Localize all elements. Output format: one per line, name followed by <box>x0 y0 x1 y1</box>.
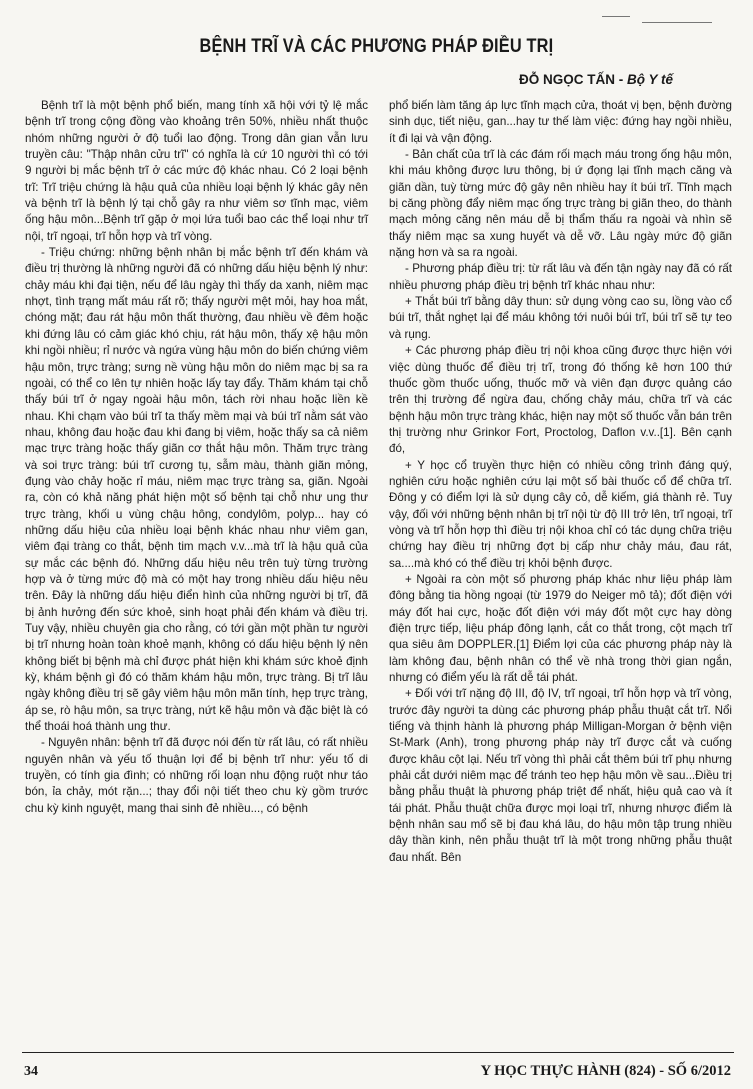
journal-issue: Y HỌC THỰC HÀNH (824) - SỐ 6/2012 <box>480 1063 731 1079</box>
top-scan-mark <box>602 14 722 24</box>
footer-divider <box>22 1052 734 1053</box>
paragraph: - Phương pháp điều trị: từ rất lâu và đến tận ngày nay đã có rất nhiều phương pháp điều trị bệnh trĩ khác nhau như: <box>389 262 732 292</box>
paragraph: + Đối với trĩ nặng độ III, độ IV, trĩ ngoại, trĩ hỗn hợp và trĩ vòng, trước đây người ta dùng các phương pháp phẫu thuật cắt trĩ. Nổi tiếng và thịnh hành là phương pháp Milligan-Morgan ở bệnh viện St-Mark (Anh), trong phương pháp này trĩ được cắt và cuống được khâu cột lại. Nếu trĩ vòng thì phải cắt thêm búi trĩ phụ nhưng phải cắt dưới niêm mạc để tránh teo hẹp hậu môn về sau...Điều trị bằng phẫu thuật là phương pháp triệt để nhất, hiệu quả cao và ít tái phát. Phẫu thuật chữa được mọi loại trĩ, nhưng nhược điểm là bệnh nhân sau mổ sẽ bị đau khá lâu, do hậu môn tập trung nhiều dây thần kinh, nên phẫu thuật trĩ là một trong những phẫu thuật đau nhất. Bên <box>389 687 732 864</box>
paragraph: - Triệu chứng: những bệnh nhân bị mắc bệnh trĩ đến khám và điều trị thường là những người đã có những dấu hiệu bệnh lý như: chảy máu khi đại tiện, nếu để lâu ngày thì thấy da xanh, niêm mạc nhợt, tình trạng mất máu rất rõ; thấy người mệt mỏi, hay hoa mắt, chóng mặt; đau rát hậu môn thất thường, đau nhiều về đêm hoặc khi đứng lâu có cảm giác khó chịu, rát hậu môn, thấy xệ hậu môn khi ngồi nhiều; rỉ nước và ngứa vùng hậu môn do biến chứng viêm hậu môn, trực tràng; sưng nề vùng hậu môn do niêm mạc bị sa ra ngoài, có thể co lên tự nhiên hoặc lấy tay đẩy. Thăm khám tại chỗ thấy búi trĩ ở ngay ngoài hậu môn, tách rời nhau hoặc liền kề nhau. Khi chạm vào búi trĩ ta thấy mềm mại và búi trĩ nằm sát vào nhau, không đau hoặc đau khi đang bị viêm, hoặc thấy sa cả niêm mạc trực tràng hoặc thấy giãn cơ thắt hậu môn. Thăm trực tràng và soi trực tràng: búi trĩ cương tụ, sẫm màu, thành giãn mỏng, đụng vào chảy hoặc rỉ máu, niêm mạc trực tràng sa, giãn. Ngoài ra, còn có khả năng phát hiện một số bệnh tại chỗ như ung thư trực tràng, khối u vùng chậu hông, condylôm, polyp... hay có những dấu hiệu của nhiều loại bệnh khác nhau như viêm gan, viêm đại tràng co thắt, bệnh tim mạch v.v...mà trĩ là hậu quả của sự mắc các bệnh đó. Những dấu hiệu nêu trên tuỳ từng trường hợp và ở từng mức độ mà có một hay trong nhiều dấu hiệu nêu trên. Đây là những dấu hiệu điển hình của những người bị trĩ, đã bị ảnh hưởng đến sức khoẻ, sinh hoạt phải đến khám và điều trị. Tuy vậy, nhiều chuyên gia cho rằng, có tới gần một phần tư người bị trĩ nhưng hoàn toàn khoẻ mạnh, không có dấu hiệu bệnh lý nên không biết bị bệnh mà chỉ được phát hiện khi khám sức khoẻ định kỳ, khám bệnh gì đó có thăm khám hậu môn, trực tràng. Bị trĩ lâu ngày không điều trị sẽ gây viêm hậu môn mãn tính, hẹp trực tràng, áp se, rò hậu môn, sa trực tràng, nứt kẽ hậu môn và đặc biệt là có thể thoái hoá thành ung thư. <box>25 246 368 734</box>
paragraph: + Y học cổ truyền thực hiện có nhiều công trình đáng quý, nghiên cứu hoặc nghiên cứu lại một số bài thuốc cổ để chữa trĩ. Đông y có điểm lợi là sử dụng cây cỏ, dễ kiếm, giá thành rẻ. Tuy vậy, đối với những bệnh nhân bị trĩ nội từ độ III trở lên, trĩ ngoại, trĩ vòng và trĩ hỗn hợp thì điều trị nội khoa chỉ có tác dụng chữa triệu chứng hay điều trị những đợt bị cấp như chảy máu, đau rát, sa....mà khó có thể điều trị khỏi bệnh được. <box>389 458 732 570</box>
paragraph: Bệnh trĩ là một bệnh phổ biến, mang tính xã hội với tỷ lệ mắc bệnh trĩ trong cộng đồng vào khoảng trên 50%, nhiều nhất thuộc nhóm những người ở độ tuổi lao động. Trong dân gian vẫn lưu truyền câu: "Thập nhân cửu trĩ" có nghĩa là cứ 10 người thì có tới 9 người bị mắc bệnh trĩ ở các mức độ khác nhau. Có 2 loại bệnh trĩ: Trĩ triệu chứng là hậu quả của nhiều loại bệnh lý khác gây nên và bệnh trĩ là bệnh lý tại chỗ gây ra như viêm sơ tĩnh mạc, viêm ống hậu môn...Bệnh trĩ gặp ở mọi lứa tuổi bao các thể loại như trĩ nội, trĩ ngoại, trĩ hỗn hợp và trĩ vòng. <box>25 99 368 243</box>
paragraph: phổ biến làm tăng áp lực tĩnh mạch cửa, thoát vị bẹn, bệnh đường sinh dục, tiết niệu, gan...hay tư thế làm việc: đứng hay ngồi nhiều, ít đi lại và vận động. <box>389 99 732 145</box>
page-number: 34 <box>24 1064 38 1079</box>
author-organization: Bộ Y tế <box>626 72 673 87</box>
author-name: ĐỖ NGỌC TẤN - <box>518 72 627 87</box>
left-column <box>25 98 368 817</box>
paragraph: + Các phương pháp điều trị nội khoa cũng được thực hiện với việc dùng thuốc để điều trị trĩ, trong đó thống kê hơn 100 thứ thuốc gồm thuốc uống, thuốc mỡ và viên đạn được quảng cáo trên thị trường để ngừa đau, chống chảy máu, chữa trĩ và các bệnh hậu môn trực tràng khác, hiện nay một số thuốc vẫn bán trên thị trường như Grinkor Fort, Proctolog, Daflon v.v..[1]. Bên cạnh đó, <box>389 344 732 456</box>
right-column <box>389 98 732 866</box>
paragraph: + Thắt búi trĩ bằng dây thun: sử dụng vòng cao su, lồng vào cổ búi trĩ, thắt nghẹt lại để máu không tới nuôi búi trĩ, búi trĩ sẽ tự teo và rụng. <box>389 295 732 341</box>
paragraph: + Ngoài ra còn một số phương pháp khác như liệu pháp làm đông bằng tia hồng ngoại (từ 1979 do Neiger mô tả); đốt điện với máy đốt hai cực, hoặc đốt điện với máy đốt một cực hay dòng điện trực tiếp, liệu pháp đông lạnh, cắt co thắt trong, cột mạch trĩ qua siêu âm DOPPLER.[1] Điểm lợi của các phương pháp này là làm không đau, bệnh nhân có thể về nhà trong thời gian ngắn, nhưng có điểm yếu là rất dễ tái phát. <box>389 572 732 685</box>
paragraph: - Bản chất của trĩ là các đám rối mạch máu trong ống hậu môn, khi máu không được lưu thông, bị ứ đọng lại tĩnh mạch căng và giãn dần, tuỳ từng mức độ gây nên nhiều hay ít búi trĩ. Tĩnh mạch bị căng phồng đẩy niêm mạc ống trực tràng bị giãn theo, do thành mạch mỏng căng nên máu dễ bị thẩm thấu ra ngoài và nhìn sẽ thấy niêm mạc sa xung huyết và dễ vỡ. Lâu ngày mức độ giãn nặng hơn và sa ra ngoài. <box>389 148 732 260</box>
article-title: BỆNH TRĨ VÀ CÁC PHƯƠNG PHÁP ĐIỀU TRỊ <box>199 36 554 57</box>
paragraph: - Nguyên nhân: bệnh trĩ đã được nói đến từ rất lâu, có rất nhiều nguyên nhân và yếu tố thuận lợi để bị bệnh trĩ như: yếu tố di truyền, có tính gia đình; có những rối loạn nhu động ruột như táo bón, ỉa chảy, mót rặn...; thay đổi nội tiết theo chu kỳ gồm trước chu kỳ kinh nguyệt, mang thai sinh đẻ nhiều..., có bệnh <box>25 736 368 815</box>
author-line <box>519 72 673 87</box>
